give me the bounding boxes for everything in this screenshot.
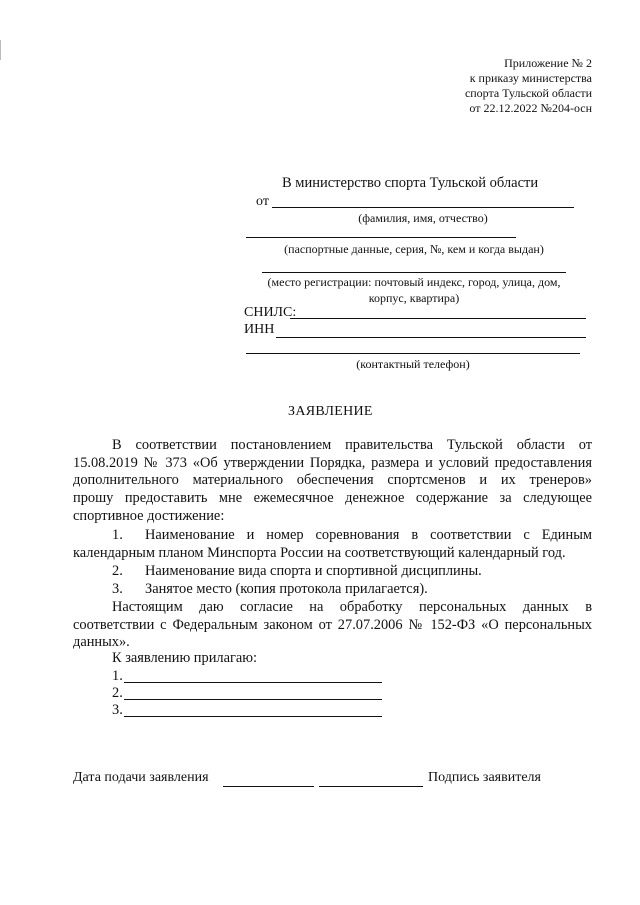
registration-hint-line1: (место регистрации: почтовый индекс, город, улица, дом, <box>267 275 561 289</box>
list-item-number: 2. <box>112 563 123 579</box>
intro-line: спортивное достижение: <box>73 508 225 524</box>
registration-hint-line2: корпус, квартира) <box>368 291 460 305</box>
snils-label: СНИЛС: <box>244 305 297 320</box>
name-field-line[interactable] <box>272 207 574 208</box>
inn-field-line[interactable] <box>276 337 586 338</box>
attachment-number: 3. <box>112 702 123 718</box>
attachment-number: 2. <box>112 685 123 701</box>
consent-line: соответствии с Федеральным законом от 27.07.2006 № 152-ФЗ «О персональных <box>73 617 592 633</box>
attachments-label: К заявлению прилагаю: <box>112 650 258 666</box>
date-label: Дата подачи заявления <box>73 770 209 785</box>
phone-hint: (контактный телефон) <box>356 357 470 371</box>
attachment-number: 1. <box>112 668 123 684</box>
inn-label: ИНН <box>244 322 275 337</box>
addressee-title: В министерство спорта Тульской области <box>282 175 539 191</box>
intro-line: В соответствии постановлением правительства Тульской области от <box>112 437 592 453</box>
list-item-text: Наименование и номер соревнования в соответствии с Единым <box>145 527 592 543</box>
signature-label: Подпись заявителя <box>428 770 541 785</box>
snils-field-line[interactable] <box>290 318 586 319</box>
intro-line: прошу предоставить мне ежемесячное денежное содержание за следующее <box>73 490 592 506</box>
annex-line: Приложение № 2 <box>504 56 592 70</box>
consent-line: Настоящим даю согласие на обработку персональных данных в <box>112 599 592 615</box>
attachment-field-line[interactable] <box>124 682 382 683</box>
attachment-field-line[interactable] <box>124 716 382 717</box>
passport-hint: (паспортные данные, серия, №, кем и когда выдан) <box>284 242 544 256</box>
annex-line: к приказу министерства <box>469 71 592 85</box>
date-field-line[interactable] <box>223 786 314 787</box>
list-item-text: Занятое место (копия протокола прилагается). <box>145 581 428 597</box>
registration-field-line[interactable] <box>262 272 566 273</box>
attachment-field-line[interactable] <box>124 699 382 700</box>
from-label: от <box>256 194 269 209</box>
list-item-text: календарным планом Минспорта России на соответствующий календарный год. <box>73 545 566 561</box>
intro-line: 15.08.2019 № 373 «Об утверждении Порядка, размера и условий предоставления <box>73 455 592 471</box>
annex-line: спорта Тульской области <box>464 86 592 100</box>
name-hint: (фамилия, имя, отчество) <box>358 211 488 225</box>
passport-field-line[interactable] <box>246 237 516 238</box>
list-item-number: 1. <box>112 527 123 543</box>
scan-edge-mark <box>0 40 7 60</box>
list-item-number: 3. <box>112 581 123 597</box>
signature-field-line[interactable] <box>319 786 423 787</box>
annex-line: от 22.12.2022 №204-осн <box>469 101 592 115</box>
phone-field-line[interactable] <box>246 353 580 354</box>
list-item-text: Наименование вида спорта и спортивной дисциплины. <box>145 563 482 579</box>
consent-line: данных». <box>73 634 130 650</box>
document-title: ЗАЯВЛЕНИЕ <box>288 404 373 419</box>
annex-header <box>400 56 592 116</box>
intro-line: дополнительного материального обеспечения спортсменов и их тренеров» <box>73 472 592 488</box>
